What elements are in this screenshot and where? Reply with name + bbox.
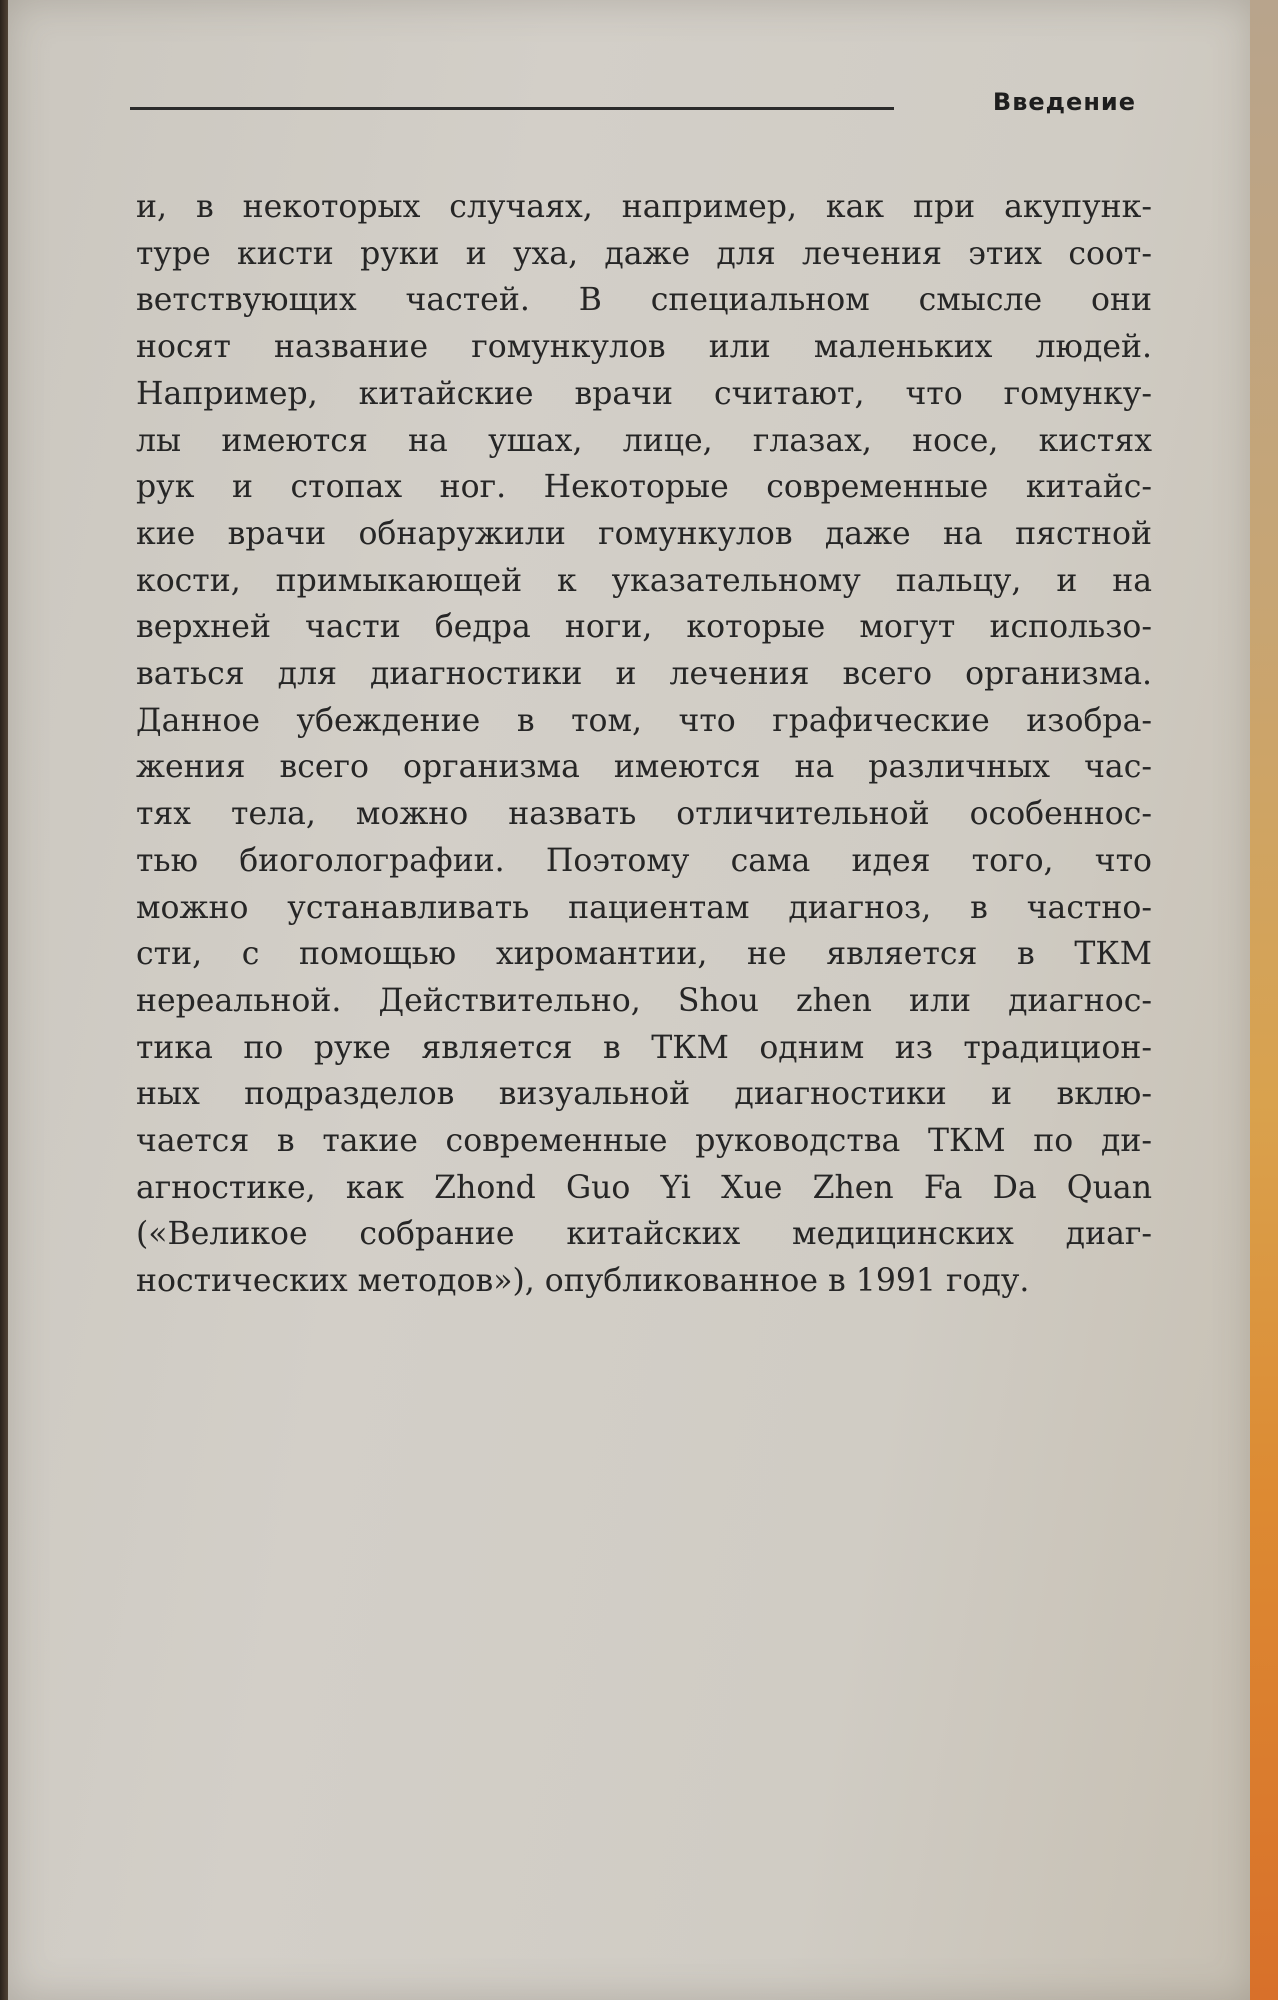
page-edge-right bbox=[1250, 0, 1278, 2000]
text-line: носят название гомункулов или маленьких людей. bbox=[136, 329, 1152, 366]
text-line: и, в некоторых случаях, например, как при акупунк- bbox=[136, 189, 1152, 225]
text-line: («Великое собрание китайских медицинских диаг- bbox=[136, 1216, 1152, 1253]
text-line: ных подразделов визуальной диагностики и вклю- bbox=[136, 1076, 1152, 1113]
text-line: лы имеются на ушах, лице, глазах, носе, кистях bbox=[136, 422, 1152, 459]
book-page bbox=[8, 0, 1254, 2000]
text-line: верхней части бедра ноги, которые могут использо- bbox=[136, 609, 1152, 646]
text-line: тика по руке является в ТКМ одним из традицион- bbox=[136, 1029, 1152, 1066]
text-line: рук и стопах ног. Некоторые современные китайс- bbox=[136, 469, 1152, 506]
header-rule bbox=[130, 107, 894, 110]
text-line: ветствующих частей. В специальном смысле они bbox=[136, 282, 1152, 319]
text-line: Данное убеждение в том, что графические изобра- bbox=[136, 702, 1152, 739]
text-line: тях тела, можно назвать отличительной особеннос- bbox=[136, 796, 1152, 833]
text-line: кие врачи обнаружили гомункулов даже на пястной bbox=[136, 515, 1152, 552]
text-line: жения всего организма имеются на различных час- bbox=[136, 749, 1152, 786]
text-line: кости, примыкающей к указательному пальцу, и на bbox=[136, 562, 1152, 599]
text-line: тью биоголографии. Поэтому сама идея того, что bbox=[136, 842, 1152, 879]
text-line: нереальной. Действительно, Shou zhen или диагнос- bbox=[136, 982, 1152, 1019]
text-line: сти, с помощью хиромантии, не является в ТКМ bbox=[136, 936, 1152, 973]
text-line: ваться для диагностики и лечения всего организма. bbox=[136, 656, 1152, 693]
body-text bbox=[136, 184, 1152, 1305]
text-line: Например, китайские врачи считают, что гомунку- bbox=[136, 375, 1152, 412]
text-line: агностике, как Zhond Guo Yi Xue Zhen Fa Da Quan bbox=[136, 1169, 1152, 1206]
text-line: чается в такие современные руководства ТКМ по ди- bbox=[136, 1123, 1152, 1160]
running-head bbox=[130, 88, 1136, 124]
text-line: ностических методов»), опубликованное в 1991 году. bbox=[136, 1263, 1030, 1300]
text-line: можно устанавливать пациентам диагноз, в частно- bbox=[136, 889, 1152, 926]
section-title: Введение bbox=[992, 88, 1136, 116]
text-line: туре кисти руки и уха, даже для лечения этих соот- bbox=[136, 235, 1152, 272]
